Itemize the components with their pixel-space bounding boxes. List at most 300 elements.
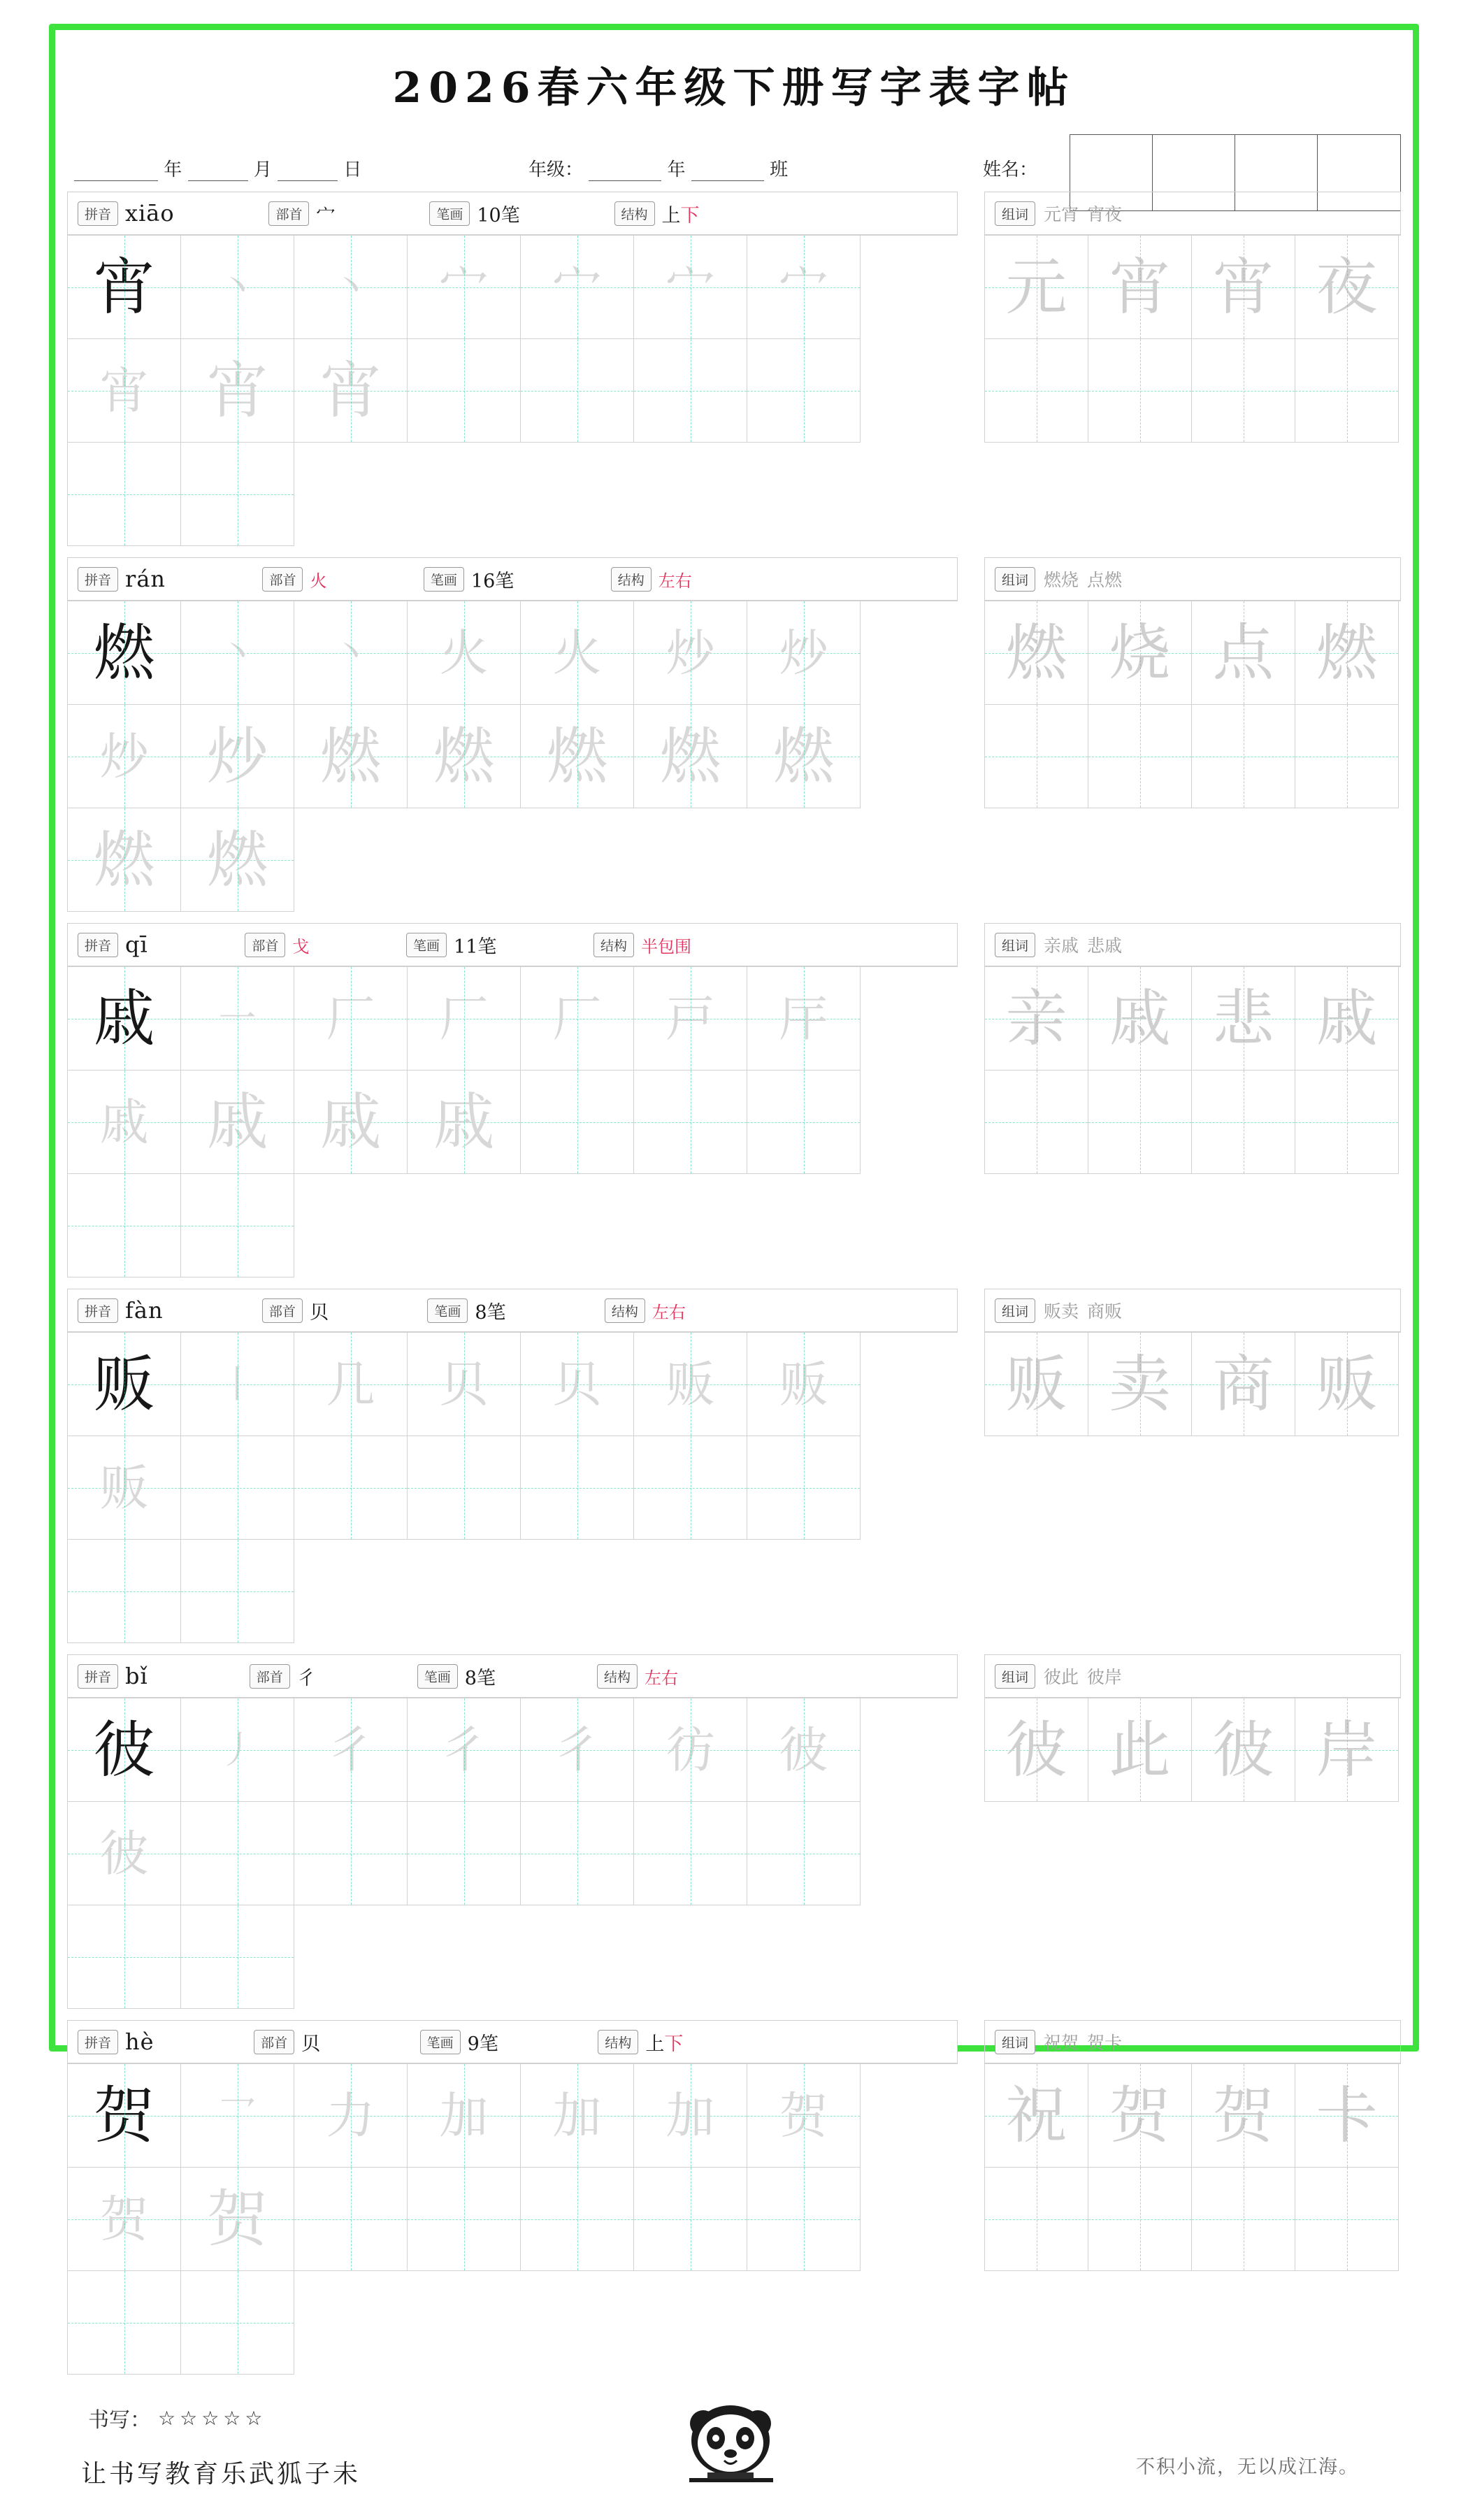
trace-cell[interactable] — [294, 1436, 408, 1540]
word-cell[interactable] — [1295, 1333, 1399, 1436]
stroke-step-glyph: 加 — [665, 2086, 715, 2145]
stroke-step-cell[interactable] — [747, 601, 861, 705]
word-cell[interactable] — [985, 1698, 1088, 1802]
word-cell-blank[interactable] — [1192, 339, 1295, 443]
word-cell-blank[interactable] — [1192, 2168, 1295, 2271]
trace-cell[interactable] — [181, 2168, 294, 2271]
words-info-bar — [984, 1289, 1401, 1332]
trace-cell[interactable] — [634, 339, 747, 443]
trace-cell[interactable] — [634, 705, 747, 808]
stroke-step-cell[interactable] — [68, 1071, 181, 1174]
stroke-step-glyph: 火 — [552, 624, 602, 682]
word-practice-area — [984, 2020, 1401, 2375]
trace-cell[interactable] — [181, 1802, 294, 1905]
words-label: 组词 — [995, 1298, 1035, 1323]
pinyin-value: rán — [125, 566, 166, 592]
trace-cell[interactable] — [68, 443, 181, 546]
stroke-order-grid — [67, 601, 958, 912]
stroke-step-glyph: 彷 — [665, 1721, 715, 1779]
strokes-label: 笔画 — [427, 1298, 468, 1323]
trace-glyph: 燃 — [659, 720, 721, 792]
stroke-step-glyph: 加 — [552, 2086, 602, 2145]
character-block — [67, 192, 1401, 546]
trace-glyph: 贺 — [206, 2182, 268, 2255]
trace-glyph: 燃 — [93, 823, 155, 896]
page-title: 2026春六年级下册写字表字帖 — [392, 64, 1076, 113]
word-text: 宵夜 — [1087, 204, 1123, 224]
stroke-step-cell[interactable] — [521, 2064, 634, 2168]
stroke-step-glyph: 贝 — [439, 1355, 489, 1413]
trace-cell[interactable] — [408, 705, 521, 808]
word-glyph: 宵 — [1109, 250, 1171, 323]
trace-cell[interactable] — [747, 705, 861, 808]
word-glyph: 卖 — [1109, 1347, 1171, 1420]
trace-glyph: 宵 — [206, 354, 268, 427]
word-cell[interactable] — [1192, 967, 1295, 1071]
word-cell[interactable] — [1295, 2064, 1399, 2168]
strokes-value: 11笔 — [454, 936, 497, 958]
class-input[interactable] — [691, 162, 764, 181]
stroke-step-glyph: 火 — [439, 624, 489, 682]
stroke-step-cell[interactable] — [294, 967, 408, 1071]
radical-value: 贝 — [309, 1301, 329, 1324]
stroke-step-cell[interactable] — [521, 967, 634, 1071]
stroke-step-glyph: 宀 — [779, 258, 828, 316]
radical-value: 火 — [310, 571, 327, 591]
word-cell-blank[interactable] — [1088, 1071, 1192, 1174]
stroke-step-glyph: 乛 — [218, 2093, 257, 2138]
stroke-step-glyph: 彳 — [552, 1721, 602, 1779]
word-glyph: 贩 — [1316, 1347, 1378, 1420]
character-info-bar — [67, 923, 958, 966]
stroke-step-glyph: 厂 — [439, 989, 489, 1047]
day-label: 日 — [343, 159, 362, 180]
words-label: 组词 — [995, 567, 1035, 592]
word-grid — [984, 966, 1401, 1174]
word-cell[interactable] — [985, 967, 1088, 1071]
structure-value: 上下 — [661, 204, 700, 227]
trace-cell[interactable] — [521, 1802, 634, 1905]
strokes-value: 9笔 — [467, 2033, 498, 2055]
stroke-step-cell[interactable] — [68, 705, 181, 808]
stroke-step-glyph: 宀 — [439, 258, 489, 316]
trace-cell[interactable] — [634, 2168, 747, 2271]
stroke-step-cell[interactable] — [634, 236, 747, 339]
trace-cell[interactable] — [294, 1071, 408, 1174]
stroke-step-cell[interactable] — [408, 967, 521, 1071]
stroke-step-cell[interactable] — [181, 967, 294, 1071]
stroke-step-cell[interactable] — [521, 1698, 634, 1802]
word-cell[interactable] — [1088, 1333, 1192, 1436]
word-grid — [984, 1698, 1401, 1802]
trace-cell[interactable] — [181, 339, 294, 443]
word-glyph: 燃 — [1316, 616, 1378, 689]
stroke-step-glyph: 宀 — [665, 258, 715, 316]
words-label: 组词 — [995, 1664, 1035, 1689]
stroke-step-glyph: 宵 — [99, 361, 149, 420]
words-info-bar — [984, 923, 1401, 966]
word-cell[interactable] — [1295, 236, 1399, 339]
stroke-practice-area — [67, 557, 958, 912]
trace-cell[interactable] — [181, 808, 294, 912]
word-cell[interactable] — [1088, 601, 1192, 705]
words-info-bar — [984, 1654, 1401, 1698]
stroke-step-cell[interactable] — [408, 1698, 521, 1802]
model-character: 彼 — [93, 1713, 155, 1786]
pinyin-label: 拼音 — [78, 1298, 118, 1323]
stroke-step-glyph: 贝 — [552, 1355, 602, 1413]
word-cell[interactable] — [1088, 1698, 1192, 1802]
pinyin-value: fàn — [125, 1297, 164, 1324]
stroke-step-glyph: 几 — [326, 1355, 375, 1413]
word-cell[interactable] — [985, 2064, 1088, 2168]
trace-cell[interactable] — [521, 2168, 634, 2271]
stroke-step-cell[interactable] — [747, 1698, 861, 1802]
structure-value: 半包围 — [641, 936, 692, 957]
stroke-step-glyph: 一 — [218, 996, 257, 1040]
stroke-step-cell[interactable] — [408, 2064, 521, 2168]
stroke-step-cell[interactable] — [68, 1436, 181, 1540]
stroke-order-grid — [67, 966, 958, 1277]
year-label: 年 — [164, 159, 182, 180]
character-info-bar — [67, 1654, 958, 1698]
word-glyph: 夜 — [1316, 250, 1378, 323]
character-block — [67, 1289, 1401, 1643]
stroke-step-cell[interactable] — [634, 601, 747, 705]
word-glyph: 悲 — [1212, 982, 1274, 1054]
stroke-step-cell[interactable] — [68, 339, 181, 443]
pinyin-value: bǐ — [125, 1663, 148, 1689]
strokes-label: 笔画 — [420, 2030, 461, 2054]
structure-label: 结构 — [611, 567, 652, 592]
trace-cell[interactable] — [68, 1540, 181, 1643]
pinyin-label: 拼音 — [78, 2030, 118, 2054]
word-cell-blank[interactable] — [985, 339, 1088, 443]
stroke-step-cell[interactable] — [294, 601, 408, 705]
model-character: 贺 — [93, 2079, 155, 2152]
stroke-step-glyph: 戚 — [99, 1093, 149, 1151]
trace-glyph: 宵 — [319, 354, 382, 427]
stroke-practice-area — [67, 2020, 958, 2375]
stroke-step-glyph: 贺 — [779, 2086, 828, 2145]
trace-cell[interactable] — [747, 1802, 861, 1905]
class-label: 班 — [770, 159, 789, 180]
radical-value: 贝 — [301, 2033, 321, 2055]
pinyin-label: 拼音 — [78, 1664, 118, 1689]
word-glyph: 戚 — [1109, 982, 1171, 1054]
trace-cell[interactable] — [521, 1436, 634, 1540]
trace-cell[interactable] — [747, 1071, 861, 1174]
word-text: 祝贺 — [1044, 2033, 1079, 2053]
word-cell[interactable] — [1192, 1333, 1295, 1436]
word-cell-blank[interactable] — [1295, 1071, 1399, 1174]
word-glyph: 宵 — [1212, 250, 1274, 323]
stroke-step-cell[interactable] — [747, 967, 861, 1071]
stroke-step-cell[interactable] — [521, 236, 634, 339]
word-cell-blank[interactable] — [1295, 339, 1399, 443]
word-cell[interactable] — [1295, 601, 1399, 705]
stroke-step-glyph: 炒 — [99, 727, 149, 785]
trace-glyph: 燃 — [546, 720, 608, 792]
pinyin-value: qī — [125, 931, 148, 958]
stroke-order-grid — [67, 1698, 958, 2009]
stroke-step-glyph: 厈 — [779, 989, 828, 1047]
trace-cell[interactable] — [181, 1436, 294, 1540]
stroke-step-cell[interactable] — [408, 1333, 521, 1436]
word-cell[interactable] — [1192, 1698, 1295, 1802]
model-character: 宵 — [93, 250, 155, 323]
trace-cell[interactable] — [181, 1071, 294, 1174]
grade-input[interactable] — [589, 162, 661, 181]
trace-cell[interactable] — [408, 1802, 521, 1905]
pinyin-value: xiāo — [125, 200, 175, 227]
trace-cell[interactable] — [747, 1436, 861, 1540]
word-cell-blank[interactable] — [985, 1071, 1088, 1174]
strokes-label: 笔画 — [406, 933, 447, 957]
trace-cell[interactable] — [294, 705, 408, 808]
trace-glyph: 燃 — [206, 823, 268, 896]
structure-label: 结构 — [597, 1664, 638, 1689]
word-text: 悲戚 — [1087, 936, 1123, 956]
trace-cell[interactable] — [521, 1071, 634, 1174]
word-cell[interactable] — [1088, 967, 1192, 1071]
stroke-step-glyph: 丶 — [218, 630, 257, 675]
word-cell[interactable] — [1192, 601, 1295, 705]
word-cell[interactable] — [1295, 1698, 1399, 1802]
stroke-step-cell[interactable] — [747, 236, 861, 339]
stroke-step-cell[interactable] — [181, 1698, 294, 1802]
trace-cell[interactable] — [294, 2168, 408, 2271]
trace-cell[interactable] — [634, 1071, 747, 1174]
pinyin-label: 拼音 — [78, 201, 118, 226]
footer-slogan: 让书写教育乐武狐子未 — [81, 2460, 361, 2489]
stroke-step-glyph: 贩 — [99, 1459, 149, 1517]
month-label: 月 — [253, 159, 272, 180]
stroke-step-glyph: 贺 — [99, 2190, 149, 2248]
trace-cell[interactable] — [68, 1905, 181, 2009]
pinyin-label: 拼音 — [78, 567, 118, 592]
word-grid — [984, 601, 1401, 808]
word-cell[interactable] — [1295, 967, 1399, 1071]
trace-cell[interactable] — [634, 1436, 747, 1540]
radical-label: 部首 — [250, 1664, 290, 1689]
strokes-value: 10笔 — [477, 204, 520, 227]
star-rating[interactable]: ☆☆☆☆☆ — [158, 2406, 267, 2430]
stroke-step-cell[interactable] — [181, 2064, 294, 2168]
word-cell-blank[interactable] — [1295, 2168, 1399, 2271]
character-blocks — [67, 192, 1401, 2375]
strokes-value: 8笔 — [464, 1667, 496, 1689]
model-character-cell — [68, 1698, 181, 1802]
word-cell-blank[interactable] — [1088, 705, 1192, 808]
trace-cell[interactable] — [181, 2271, 294, 2375]
word-cell[interactable] — [1088, 2064, 1192, 2168]
word-cell[interactable] — [1192, 2064, 1295, 2168]
stroke-step-cell[interactable] — [294, 236, 408, 339]
strokes-value: 8笔 — [475, 1301, 506, 1324]
stroke-step-cell[interactable] — [521, 1333, 634, 1436]
trace-cell[interactable] — [181, 705, 294, 808]
stroke-step-cell[interactable] — [181, 1333, 294, 1436]
trace-glyph: 戚 — [433, 1085, 495, 1158]
word-glyph: 元 — [1005, 250, 1067, 323]
trace-cell[interactable] — [408, 2168, 521, 2271]
trace-cell[interactable] — [181, 1540, 294, 1643]
trace-cell[interactable] — [634, 1802, 747, 1905]
word-cell-blank[interactable] — [985, 2168, 1088, 2271]
trace-cell[interactable] — [408, 1071, 521, 1174]
stroke-step-glyph: 戸 — [665, 989, 715, 1047]
grade-label: 年级： — [528, 159, 584, 180]
word-glyph: 戚 — [1316, 982, 1378, 1054]
word-glyph: 祝 — [1005, 2079, 1067, 2152]
word-glyph: 烧 — [1109, 616, 1171, 689]
trace-cell[interactable] — [181, 1174, 294, 1277]
radical-value: 戈 — [292, 936, 310, 957]
stroke-practice-area — [67, 1654, 958, 2009]
stroke-step-cell[interactable] — [181, 236, 294, 339]
stroke-order-grid — [67, 2063, 958, 2375]
strokes-value: 16笔 — [470, 570, 514, 592]
word-glyph: 彼 — [1212, 1713, 1274, 1786]
trace-cell[interactable] — [747, 2168, 861, 2271]
structure-label: 结构 — [593, 933, 634, 957]
month-input[interactable] — [188, 162, 248, 181]
stroke-step-glyph: 彳 — [326, 1721, 375, 1779]
trace-cell[interactable] — [68, 2271, 181, 2375]
strokes-label: 笔画 — [429, 201, 470, 226]
stroke-step-glyph: 炒 — [665, 624, 715, 682]
structure-value: 左右 — [652, 1302, 686, 1322]
word-glyph: 商 — [1212, 1347, 1274, 1420]
character-block — [67, 557, 1401, 912]
stroke-step-cell[interactable] — [294, 1698, 408, 1802]
model-character-cell — [68, 1333, 181, 1436]
stroke-step-cell[interactable] — [521, 601, 634, 705]
word-practice-area — [984, 1289, 1401, 1643]
structure-label: 结构 — [605, 1298, 645, 1323]
word-grid — [984, 235, 1401, 443]
stroke-step-cell[interactable] — [294, 2064, 408, 2168]
stroke-practice-area — [67, 923, 958, 1277]
trace-glyph: 戚 — [206, 1085, 268, 1158]
handwriting-rating[interactable] — [88, 2403, 267, 2433]
character-info-bar — [67, 1289, 958, 1332]
trace-glyph: 炒 — [206, 720, 268, 792]
stroke-step-glyph: 厂 — [326, 989, 375, 1047]
words-label: 组词 — [995, 933, 1035, 957]
stroke-step-cell[interactable] — [408, 601, 521, 705]
trace-cell[interactable] — [408, 1436, 521, 1540]
stroke-step-cell[interactable] — [634, 967, 747, 1071]
word-glyph: 燃 — [1005, 616, 1067, 689]
stroke-step-glyph: 宀 — [552, 258, 602, 316]
model-character: 贩 — [93, 1347, 155, 1420]
word-text: 彼岸 — [1087, 1667, 1123, 1687]
words-info-bar — [984, 192, 1401, 235]
trace-cell[interactable] — [181, 1905, 294, 2009]
word-glyph: 彼 — [1005, 1713, 1067, 1786]
stroke-step-glyph: 加 — [439, 2086, 489, 2145]
word-cell[interactable] — [1192, 236, 1295, 339]
word-cell-blank[interactable] — [985, 705, 1088, 808]
word-cell[interactable] — [985, 1333, 1088, 1436]
word-cell-blank[interactable] — [1192, 1071, 1295, 1174]
structure-label: 结构 — [598, 2030, 638, 2054]
stroke-step-cell[interactable] — [408, 236, 521, 339]
stroke-step-cell[interactable] — [294, 1333, 408, 1436]
stroke-step-cell[interactable] — [634, 2064, 747, 2168]
model-character-cell — [68, 2064, 181, 2168]
word-cell[interactable] — [1088, 236, 1192, 339]
stroke-step-glyph: 丨 — [218, 1361, 257, 1406]
trace-cell[interactable] — [181, 443, 294, 546]
trace-cell[interactable] — [294, 1802, 408, 1905]
word-grid — [984, 2063, 1401, 2271]
stroke-step-glyph: 丶 — [331, 630, 370, 675]
trace-cell[interactable] — [747, 339, 861, 443]
stroke-step-glyph: 厂 — [552, 989, 602, 1047]
word-cell-blank[interactable] — [1088, 2168, 1192, 2271]
trace-cell[interactable] — [294, 339, 408, 443]
word-practice-area — [984, 557, 1401, 912]
day-input[interactable] — [278, 162, 338, 181]
word-glyph: 亲 — [1005, 982, 1067, 1054]
word-cell[interactable] — [985, 236, 1088, 339]
character-info-bar — [67, 557, 958, 601]
model-character: 戚 — [93, 982, 155, 1054]
footer-motto: 不积小流，无以成江海。 — [1136, 2456, 1359, 2478]
stroke-step-cell[interactable] — [634, 1333, 747, 1436]
trace-glyph: 燃 — [772, 720, 835, 792]
stroke-step-cell[interactable] — [747, 1333, 861, 1436]
character-info-bar — [67, 192, 958, 235]
stroke-practice-area — [67, 192, 958, 546]
stroke-step-glyph: 彼 — [779, 1721, 828, 1779]
trace-cell[interactable] — [68, 808, 181, 912]
word-cell-blank[interactable] — [1192, 705, 1295, 808]
stroke-step-cell[interactable] — [181, 601, 294, 705]
radical-value: 彳 — [296, 1667, 316, 1689]
footer — [67, 2387, 1401, 2520]
trace-glyph: 燃 — [319, 720, 382, 792]
stroke-step-cell[interactable] — [747, 2064, 861, 2168]
stroke-step-cell[interactable] — [68, 1802, 181, 1905]
structure-value: 左右 — [658, 571, 692, 591]
trace-cell[interactable] — [408, 339, 521, 443]
stroke-step-glyph: 贩 — [665, 1355, 715, 1413]
trace-cell[interactable] — [521, 705, 634, 808]
words-label: 组词 — [995, 2030, 1035, 2054]
trace-cell[interactable] — [68, 1174, 181, 1277]
panda-icon — [671, 2394, 797, 2499]
trace-cell[interactable] — [521, 339, 634, 443]
word-text: 元宵 — [1044, 204, 1079, 224]
word-glyph: 卡 — [1316, 2079, 1378, 2152]
stroke-step-cell[interactable] — [68, 2168, 181, 2271]
word-cell-blank[interactable] — [1295, 705, 1399, 808]
stroke-step-glyph: 丿 — [218, 1727, 257, 1772]
character-info-bar — [67, 2020, 958, 2063]
trace-glyph: 燃 — [433, 720, 495, 792]
stroke-step-cell[interactable] — [634, 1698, 747, 1802]
word-cell-blank[interactable] — [1088, 339, 1192, 443]
name-label: 姓名： — [983, 159, 1038, 180]
year-input[interactable] — [74, 162, 158, 181]
word-cell[interactable] — [985, 601, 1088, 705]
stroke-step-glyph: 炒 — [779, 624, 828, 682]
word-grid — [984, 1332, 1401, 1436]
